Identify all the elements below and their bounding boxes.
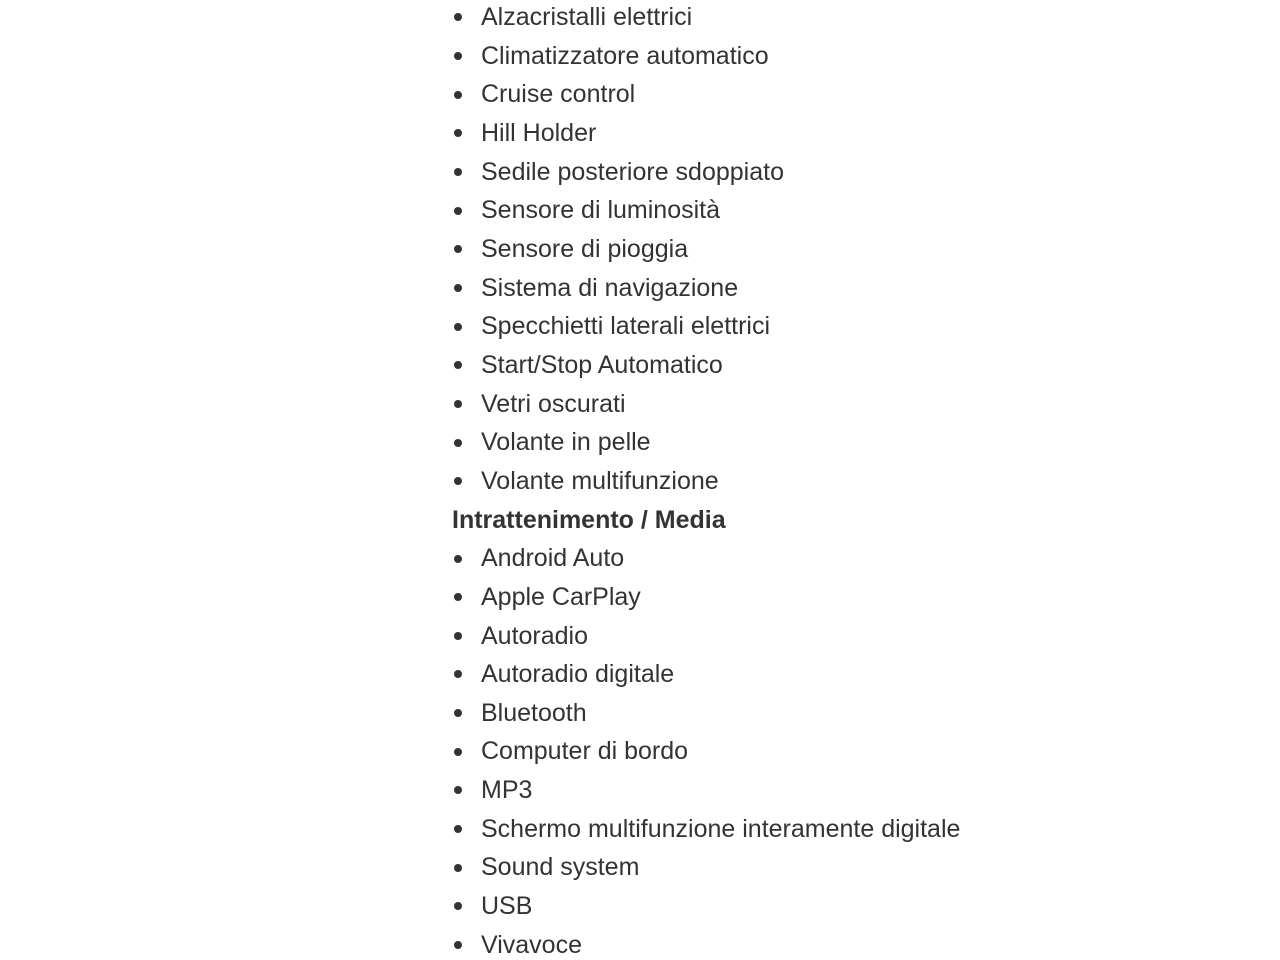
list-item <box>452 926 1152 960</box>
bullet-icon <box>454 439 462 447</box>
list-item-label: Specchietti laterali elettrici <box>481 312 771 341</box>
list-item <box>452 539 1152 578</box>
list-item-label: USB <box>481 892 533 921</box>
list-item-label: Cruise control <box>481 80 636 109</box>
list-item-label: Schermo multifunzione interamente digitale <box>481 814 961 843</box>
list-item <box>452 578 1152 617</box>
bullet-icon <box>454 941 462 949</box>
list-item-label: MP3 <box>481 776 533 805</box>
bullet-icon <box>454 477 462 485</box>
list-item <box>452 153 1152 192</box>
list-item-label: Android Auto <box>481 544 625 573</box>
list-item-label: Vivavoce <box>481 930 582 959</box>
list-item-label: Sensore di luminosità <box>481 196 721 225</box>
list-item-label: Volante multifunzione <box>481 466 719 495</box>
list-item <box>452 307 1152 346</box>
bullet-icon <box>454 709 462 717</box>
bullet-icon <box>454 323 462 331</box>
list-item-label: Alzacristalli elettrici <box>481 3 693 31</box>
list-item-label: Volante in pelle <box>481 428 651 457</box>
bullet-icon <box>454 555 462 563</box>
list-item <box>452 694 1152 733</box>
list-item <box>452 848 1152 887</box>
bullet-icon <box>454 361 462 369</box>
bullet-icon <box>454 902 462 910</box>
list-item <box>452 385 1152 424</box>
list-item <box>452 462 1152 501</box>
list-item-label: Bluetooth <box>481 698 587 727</box>
list-item <box>452 423 1152 462</box>
list-item <box>452 37 1152 76</box>
list-item-label: Sedile posteriore sdoppiato <box>481 157 784 186</box>
list-item <box>452 191 1152 230</box>
bullet-icon <box>454 593 462 601</box>
bullet-icon <box>454 13 462 21</box>
list-item <box>452 346 1152 385</box>
list-item <box>452 230 1152 269</box>
bullet-icon <box>454 129 462 137</box>
list-item-label: Sound system <box>481 853 640 882</box>
media-features-list <box>452 539 1152 960</box>
bullet-icon <box>454 245 462 253</box>
list-item <box>452 617 1152 656</box>
list-item <box>452 655 1152 694</box>
list-item <box>452 732 1152 771</box>
bullet-icon <box>454 168 462 176</box>
list-item-label: Start/Stop Automatico <box>481 350 723 379</box>
section-heading-media: Intrattenimento / Media <box>452 505 726 534</box>
bullet-icon <box>454 207 462 215</box>
list-item <box>452 269 1152 308</box>
bullet-icon <box>454 284 462 292</box>
list-item-label: Vetri oscurati <box>481 389 626 418</box>
list-item-label: Hill Holder <box>481 118 597 147</box>
bullet-icon <box>454 400 462 408</box>
bullet-icon <box>454 864 462 872</box>
list-item-label: Sistema di navigazione <box>481 273 739 302</box>
list-item <box>452 887 1152 926</box>
bullet-icon <box>454 632 462 640</box>
list-item <box>452 771 1152 810</box>
list-item <box>452 810 1152 849</box>
list-item-label: Computer di bordo <box>481 737 689 766</box>
list-item <box>452 0 1152 37</box>
features-content <box>452 0 1152 960</box>
bullet-icon <box>454 825 462 833</box>
list-item <box>452 75 1152 114</box>
list-item <box>452 114 1152 153</box>
bullet-icon <box>454 52 462 60</box>
list-item-label: Sensore di pioggia <box>481 234 689 263</box>
list-item-label: Climatizzatore automatico <box>481 41 769 70</box>
bullet-icon <box>454 670 462 678</box>
list-item-label: Apple CarPlay <box>481 582 641 611</box>
list-item-label: Autoradio <box>481 621 589 650</box>
list-item-label: Autoradio digitale <box>481 660 675 689</box>
bullet-icon <box>454 91 462 99</box>
bullet-icon <box>454 748 462 756</box>
bullet-icon <box>454 786 462 794</box>
comfort-features-list <box>452 0 1152 501</box>
